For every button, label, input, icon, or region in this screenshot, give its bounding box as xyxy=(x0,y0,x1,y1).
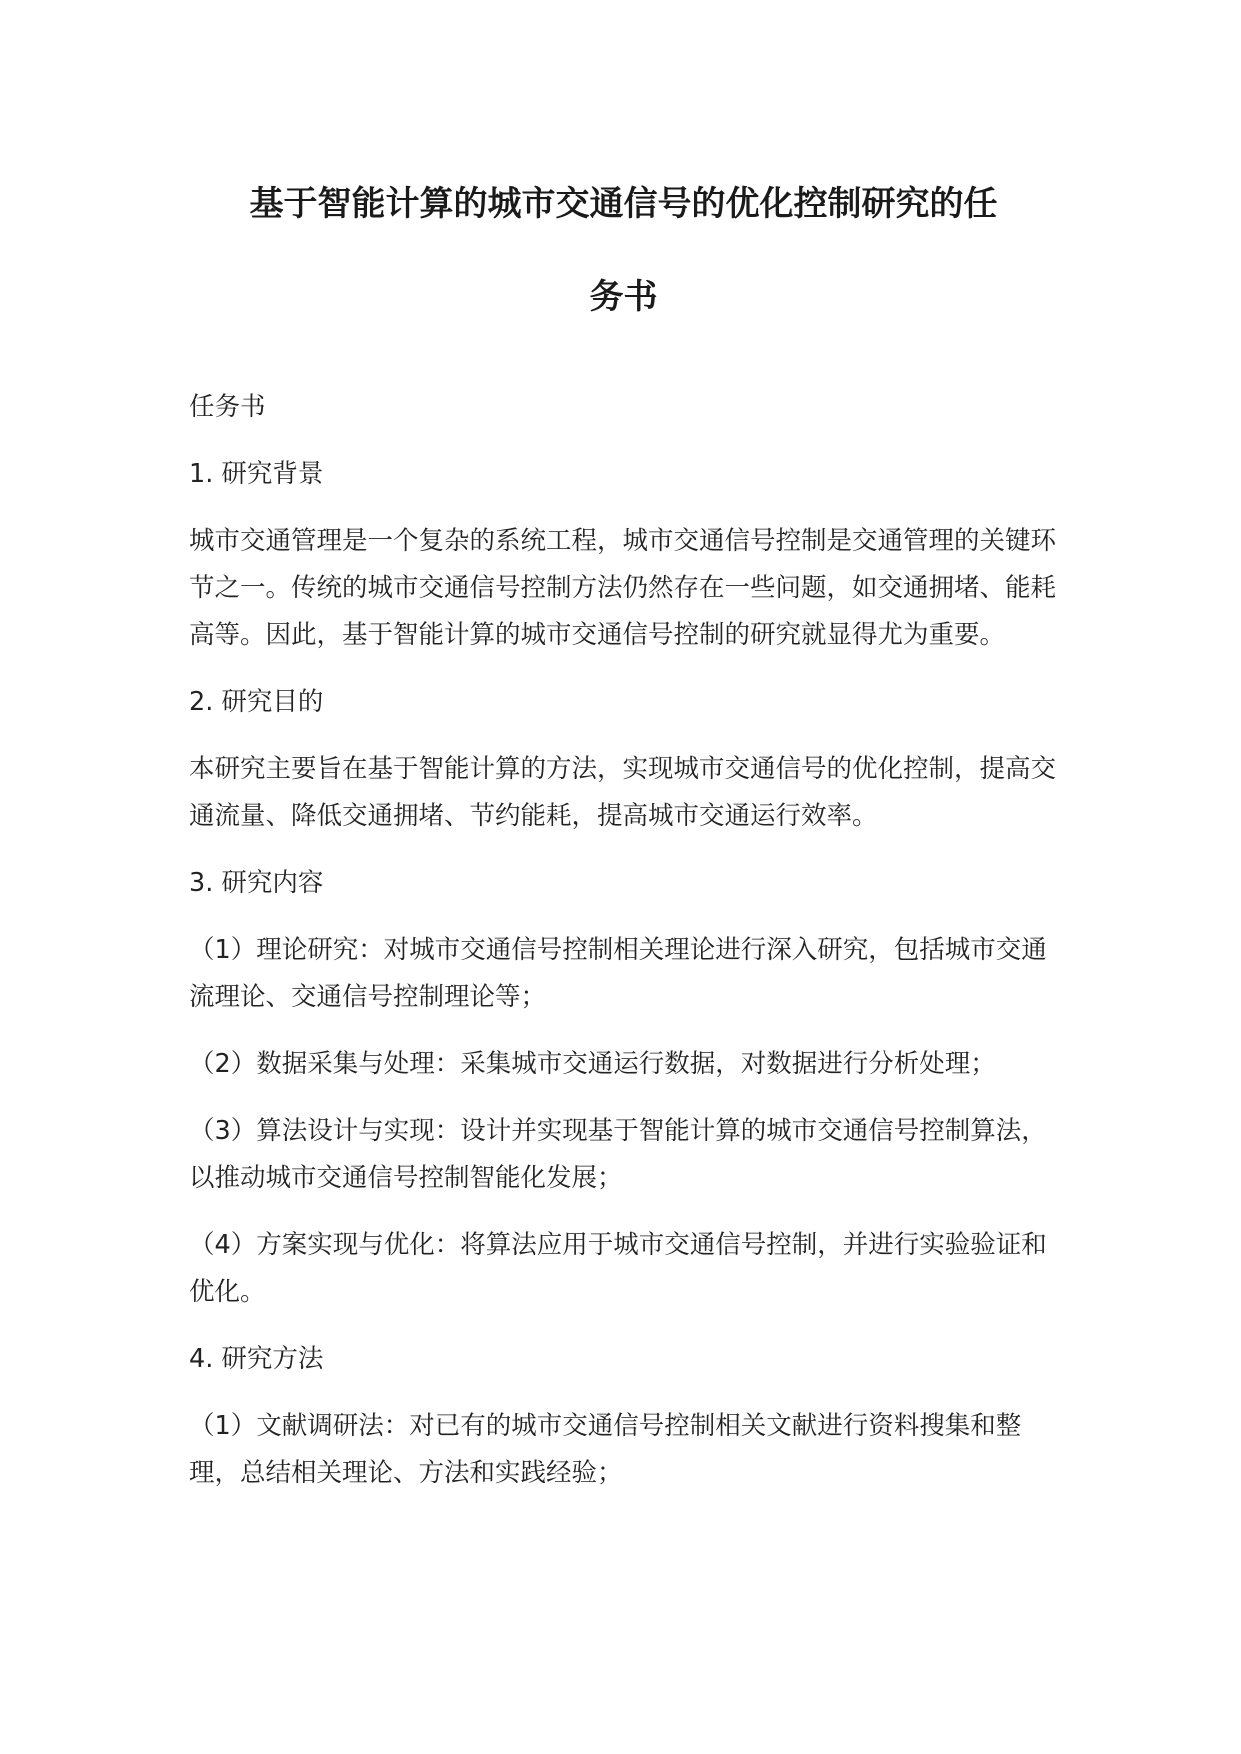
document-title xyxy=(189,158,1058,344)
method-item-1: （1）文献调研法：对已有的城市交通信号控制相关文献进行资料搜集和整理，总结相关理论、方法和实践经验； xyxy=(189,1411,1022,1488)
heading-research-background: 1. 研究背景 xyxy=(189,459,324,489)
content-item-1: （1）理论研究：对城市交通信号控制相关理论进行深入研究，包括城市交通流理论、交通信号控制理论等； xyxy=(189,935,1047,1012)
section-label: 任务书 xyxy=(189,392,266,422)
paragraph-background: 城市交通管理是一个复杂的系统工程，城市交通信号控制是交通管理的关键环节之一。传统的城市交通信号控制方法仍然存在一些问题，如交通拥堵、能耗高等。因此，基于智能计算的城市交通信号控制的研究就显得尤为重要。 xyxy=(189,526,1057,650)
heading-research-content: 3. 研究内容 xyxy=(189,868,324,898)
document-title-line-1: 基于智能计算的城市交通信号的优化控制研究的任 xyxy=(249,184,998,224)
heading-research-method: 4. 研究方法 xyxy=(189,1344,324,1374)
content-item-2: （2）数据采集与处理：采集城市交通运行数据，对数据进行分析处理； xyxy=(189,1049,996,1079)
document-body xyxy=(189,384,1058,1497)
content-item-4: （4）方案实现与优化：将算法应用于城市交通信号控制，并进行实验验证和优化。 xyxy=(189,1230,1047,1307)
paragraph-purpose: 本研究主要旨在基于智能计算的方法，实现城市交通信号的优化控制，提高交通流量、降低交通拥堵、节约能耗，提高城市交通运行效率。 xyxy=(189,754,1057,831)
content-item-3: （3）算法设计与实现：设计并实现基于智能计算的城市交通信号控制算法，以推动城市交通信号控制智能化发展； xyxy=(189,1116,1047,1193)
document-title-line-2: 务书 xyxy=(589,277,658,317)
heading-research-purpose: 2. 研究目的 xyxy=(189,687,324,717)
